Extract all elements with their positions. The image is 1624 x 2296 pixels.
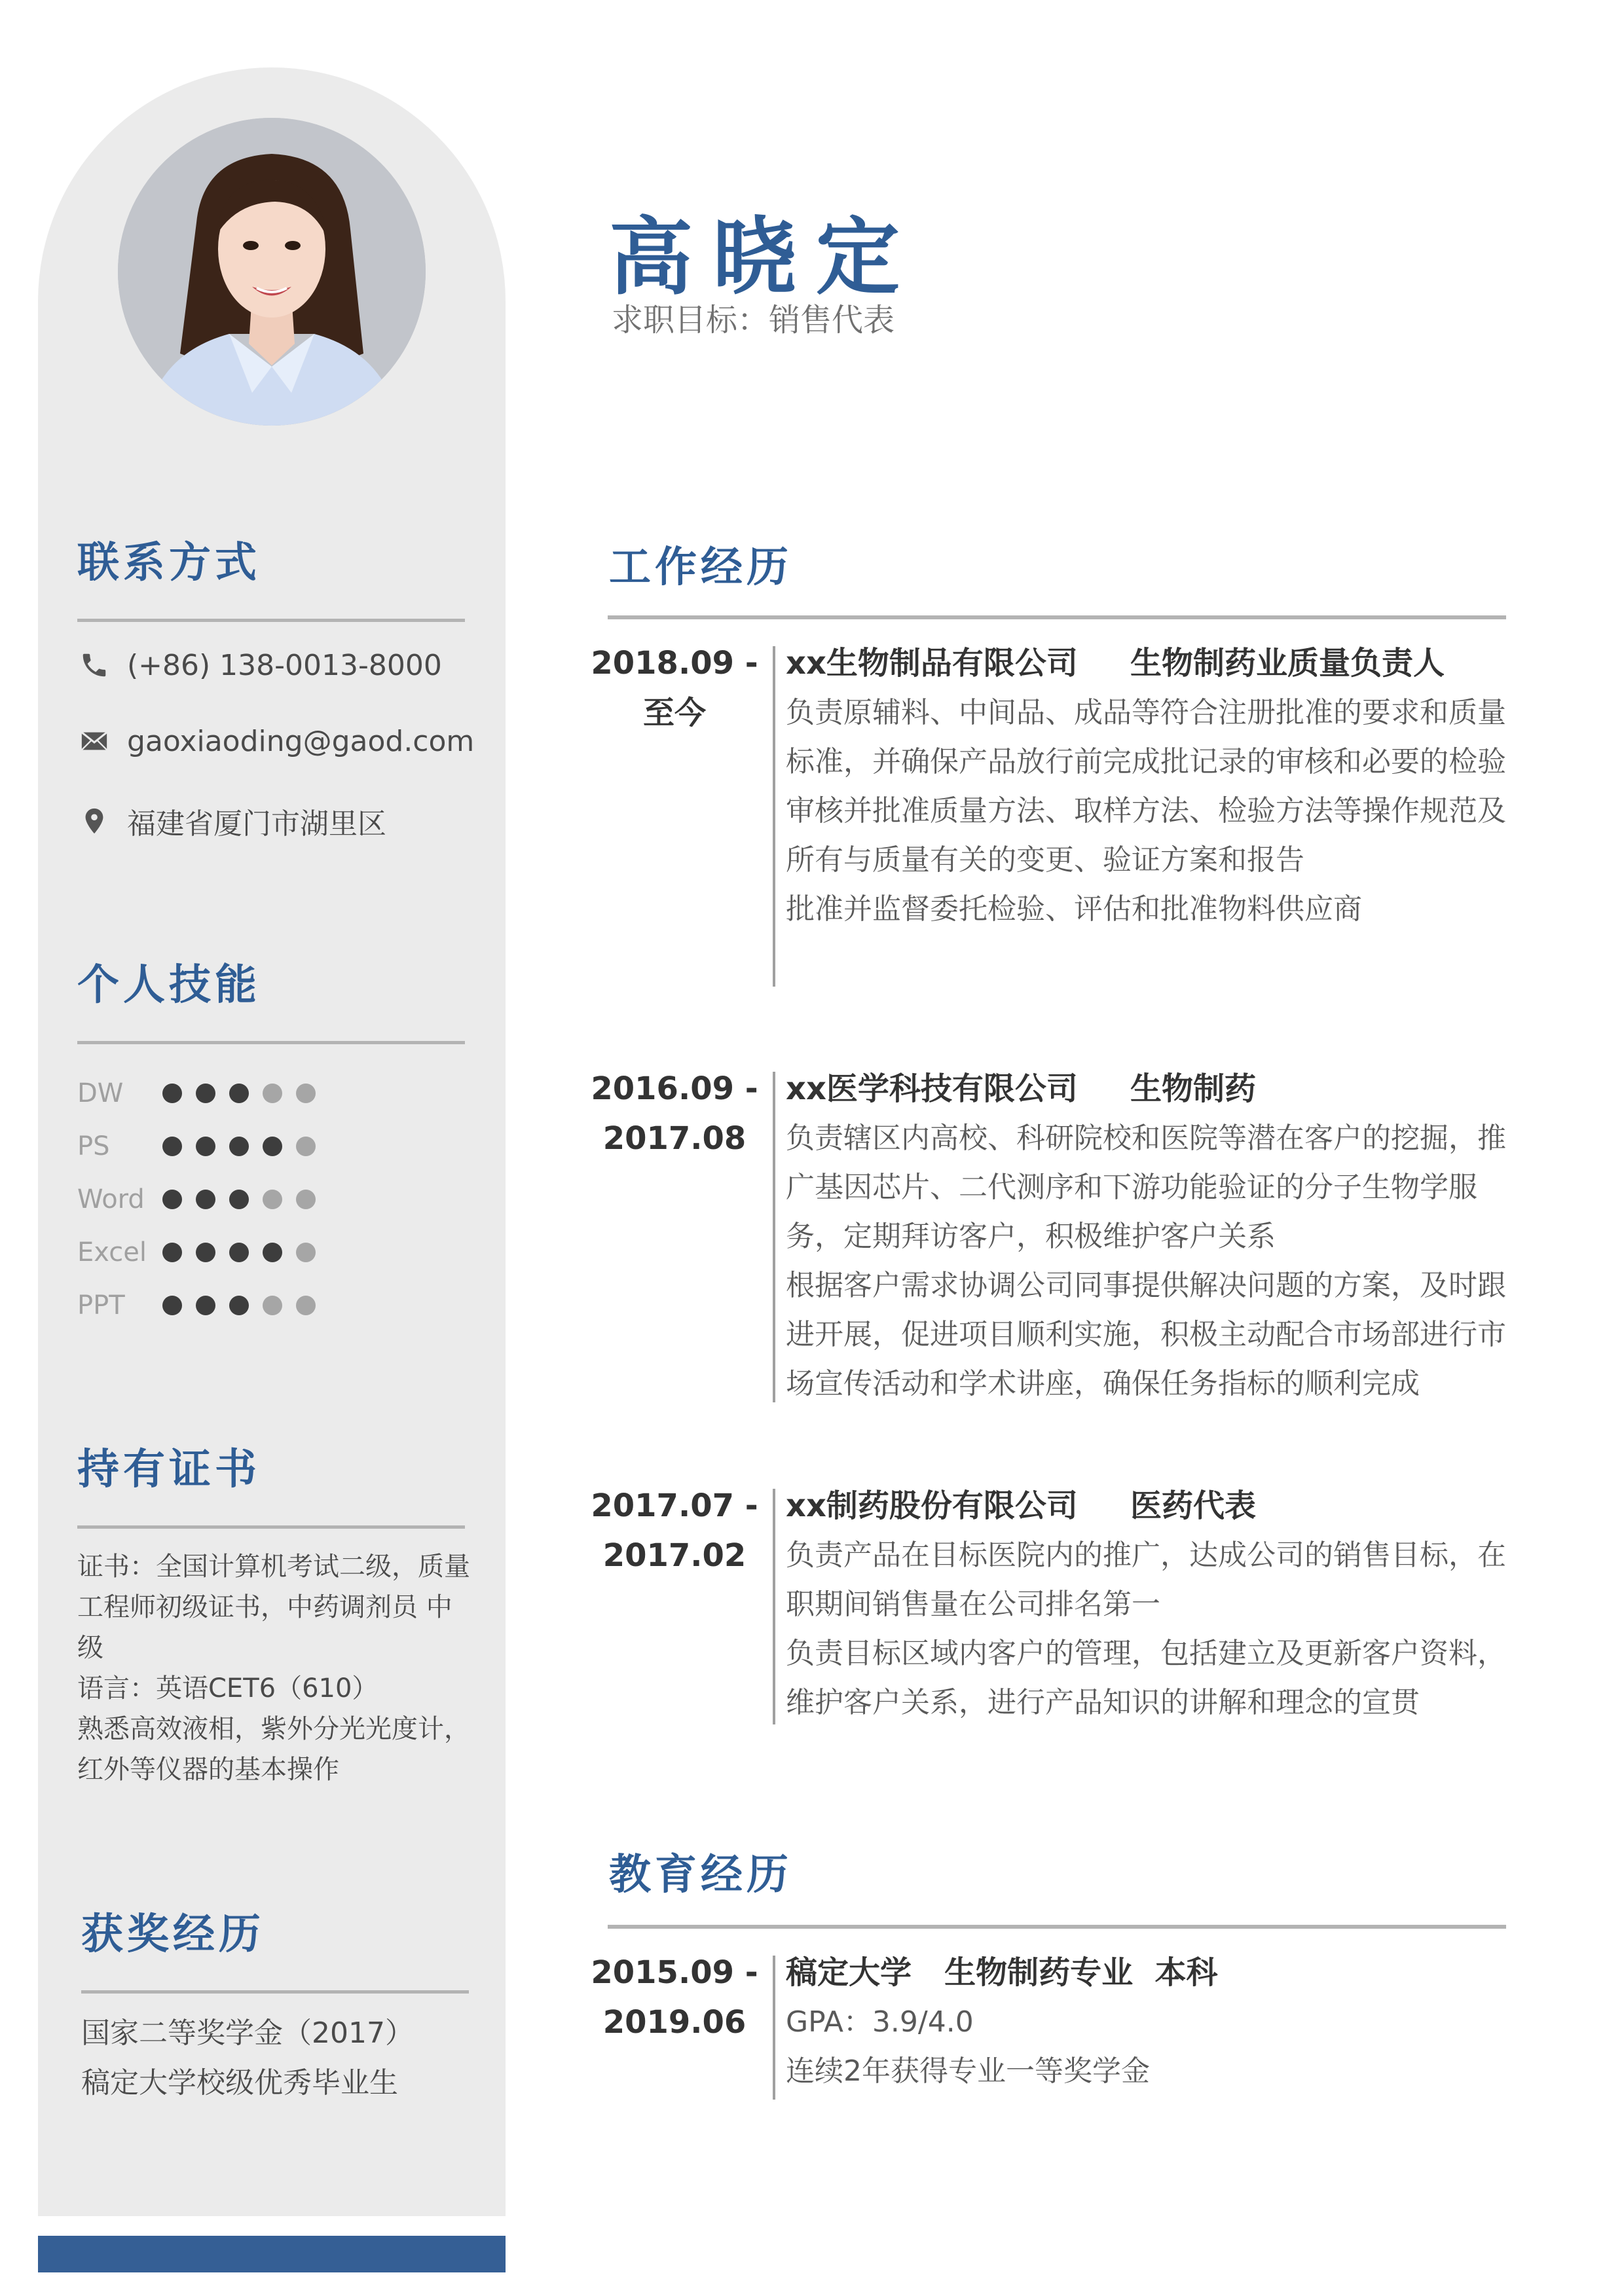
skill-dot-filled (196, 1190, 215, 1209)
sidebar-footer-bar (38, 2236, 506, 2272)
work-date-end: 2017.08 (602, 1120, 747, 1157)
award-line: 国家二等奖学金（2017） (81, 2016, 414, 2050)
skill-dot-empty (296, 1084, 316, 1103)
work-headline (786, 638, 1532, 688)
company-name: xx医学科技有限公司 (786, 1070, 1078, 1107)
timeline-line (773, 1489, 775, 1724)
skill-dot-empty (263, 1190, 282, 1209)
skill-row (77, 1127, 329, 1166)
work-body (786, 1064, 1532, 1408)
skill-name: DW (77, 1078, 124, 1108)
work-desc-line: 场宣传活动和学术讲座，确保任务指标的顺利完成 (786, 1367, 1420, 1400)
work-desc-line: 进开展，促进项目顺利实施，积极主动配合市场部进行市 (786, 1318, 1506, 1351)
award-line: 稿定大学校级优秀毕业生 (81, 2066, 398, 2100)
work-desc-line: 标准，并确保产品放行前完成批记录的审核和必要的检验 (786, 745, 1506, 778)
skill-row (77, 1074, 329, 1113)
certificates-title: 持有证书 (77, 1446, 261, 1494)
skill-dot-filled (263, 1137, 282, 1156)
skill-name: Word (77, 1184, 145, 1214)
certificate-line: 证书：全国计算机考试二级，质量 (77, 1552, 470, 1582)
work-headline (786, 1481, 1532, 1531)
skill-dot-filled (196, 1137, 215, 1156)
work-headline (786, 1064, 1532, 1114)
skill-name: Excel (77, 1237, 147, 1267)
timeline-line (773, 1072, 775, 1402)
timeline-line (773, 1956, 775, 2100)
work-date-start: 2018.09 - (591, 645, 758, 682)
skill-dot-filled (196, 1296, 215, 1315)
email-text: gaoxiaoding@gaod.com (127, 724, 475, 758)
skill-dot-empty (296, 1243, 316, 1262)
contact-section (77, 534, 465, 622)
work-date (589, 1481, 760, 1580)
location-pin-icon (77, 804, 111, 838)
education-date-end: 2019.06 (602, 2004, 747, 2041)
work-desc-line: 负责产品在目标医院内的推广，达成公司的销售目标，在 (786, 1539, 1506, 1572)
education-divider (608, 1925, 1506, 1929)
work-date-start: 2017.07 - (591, 1487, 758, 1524)
work-date (589, 638, 760, 738)
certificate-line: 红外等仪器的基本操作 (77, 1755, 339, 1785)
contact-address-row (77, 800, 386, 842)
company-name: xx制药股份有限公司 (786, 1487, 1078, 1524)
education-desc-line: 连续2年获得专业一等奖学金 (786, 2054, 1150, 2088)
education-title: 教育经历 (609, 1851, 792, 1899)
skill-dot-filled (162, 1084, 182, 1103)
skills-section (77, 956, 465, 1044)
skill-dot-filled (196, 1243, 215, 1262)
certificates-section (77, 1440, 465, 1529)
timeline-line (773, 646, 775, 987)
work-body (786, 638, 1532, 934)
skill-dot-filled (229, 1190, 249, 1209)
awards-divider (81, 1990, 469, 1994)
education-body (786, 1948, 1532, 2096)
skill-row (77, 1286, 329, 1325)
contact-title: 联系方式 (77, 539, 261, 587)
skill-dot-filled (229, 1137, 249, 1156)
skill-dot-filled (229, 1243, 249, 1262)
work-desc-line: 务，定期拜访客户，积极维护客户关系 (786, 1220, 1276, 1253)
skill-dot-empty (296, 1137, 316, 1156)
work-body (786, 1481, 1532, 1727)
job-role: 生物制药业质量负责人 (1130, 645, 1445, 682)
work-title: 工作经历 (609, 543, 792, 592)
work-divider (608, 615, 1506, 619)
work-date-start: 2016.09 - (591, 1070, 758, 1107)
education-headline: 稿定大学 生物制药专业 本科 (786, 1954, 1218, 1991)
address-text: 福建省厦门市湖里区 (127, 807, 386, 841)
skill-dot-filled (162, 1190, 182, 1209)
skill-dot-empty (263, 1296, 282, 1315)
work-desc-line: 负责原辅料、中间品、成品等符合注册批准的要求和质量 (786, 696, 1506, 729)
company-name: xx生物制品有限公司 (786, 645, 1078, 682)
skill-name: PPT (77, 1290, 125, 1321)
work-desc-line: 所有与质量有关的变更、验证方案和报告 (786, 843, 1304, 877)
phone-text: (+86) 138-0013-8000 (127, 648, 442, 682)
certificates-divider (77, 1525, 465, 1529)
skill-row (77, 1233, 329, 1272)
skill-dot-empty (296, 1296, 316, 1315)
certificate-line: 工程师初级证书，中药调剂员 中 (77, 1592, 452, 1622)
certificate-line: 熟悉高效液相，紫外分光光度计， (77, 1714, 470, 1744)
work-desc-line: 广基因芯片、二代测序和下游功能验证的分子生物学服 (786, 1171, 1477, 1204)
skills-title: 个人技能 (77, 961, 261, 1010)
skill-dot-empty (296, 1190, 316, 1209)
skill-dot-filled (263, 1243, 282, 1262)
avatar (118, 118, 426, 426)
work-date-end: 2017.02 (602, 1537, 747, 1574)
skill-name: PS (77, 1131, 110, 1161)
education-date-start: 2015.09 - (591, 1954, 758, 1991)
awards-text (81, 2009, 487, 2108)
work-desc-line: 负责目标区域内客户的管理，包括建立及更新客户资料， (786, 1637, 1506, 1670)
skill-dot-empty (263, 1084, 282, 1103)
skill-row (77, 1180, 329, 1219)
work-date-end: 至今 (642, 695, 706, 731)
phone-icon (77, 648, 111, 682)
contact-divider (77, 619, 465, 622)
certificate-line: 语言：英语CET6（610） (77, 1673, 378, 1704)
education-desc-line: GPA：3.9/4.0 (786, 2005, 974, 2039)
work-desc-line: 根据客户需求协调公司同事提供解决问题的方案，及时跟 (786, 1269, 1506, 1302)
work-desc-line: 维护客户关系，进行产品知识的讲解和理念的宣贯 (786, 1686, 1420, 1719)
candidate-name: 高晓定 (609, 209, 920, 306)
skill-dot-filled (162, 1137, 182, 1156)
work-date (589, 1064, 760, 1163)
awards-section (81, 1905, 469, 1994)
work-desc-line: 批准并监督委托检验、评估和批准物料供应商 (786, 892, 1362, 926)
job-role: 医药代表 (1130, 1487, 1256, 1524)
skill-dot-filled (229, 1296, 249, 1315)
skill-dot-filled (196, 1084, 215, 1103)
skill-dot-filled (162, 1243, 182, 1262)
mail-icon (77, 724, 111, 758)
job-objective: 求职目标：销售代表 (612, 302, 895, 338)
skills-divider (77, 1041, 465, 1044)
certificates-text (77, 1546, 496, 1790)
work-desc-line: 审核并批准质量方法、取样方法、检验方法等操作规范及 (786, 794, 1506, 828)
skill-dot-filled (229, 1084, 249, 1103)
awards-title: 获奖经历 (81, 1910, 265, 1959)
education-date (589, 1948, 760, 2047)
contact-phone-row (77, 648, 442, 682)
work-desc-line: 负责辖区内高校、科研院校和医院等潜在客户的挖掘，推 (786, 1121, 1506, 1155)
skill-dot-filled (162, 1296, 182, 1315)
certificate-line: 级 (77, 1633, 103, 1663)
job-role: 生物制药 (1130, 1070, 1256, 1107)
contact-email-row (77, 724, 474, 758)
work-desc-line: 职期间销售量在公司排名第一 (786, 1588, 1160, 1621)
